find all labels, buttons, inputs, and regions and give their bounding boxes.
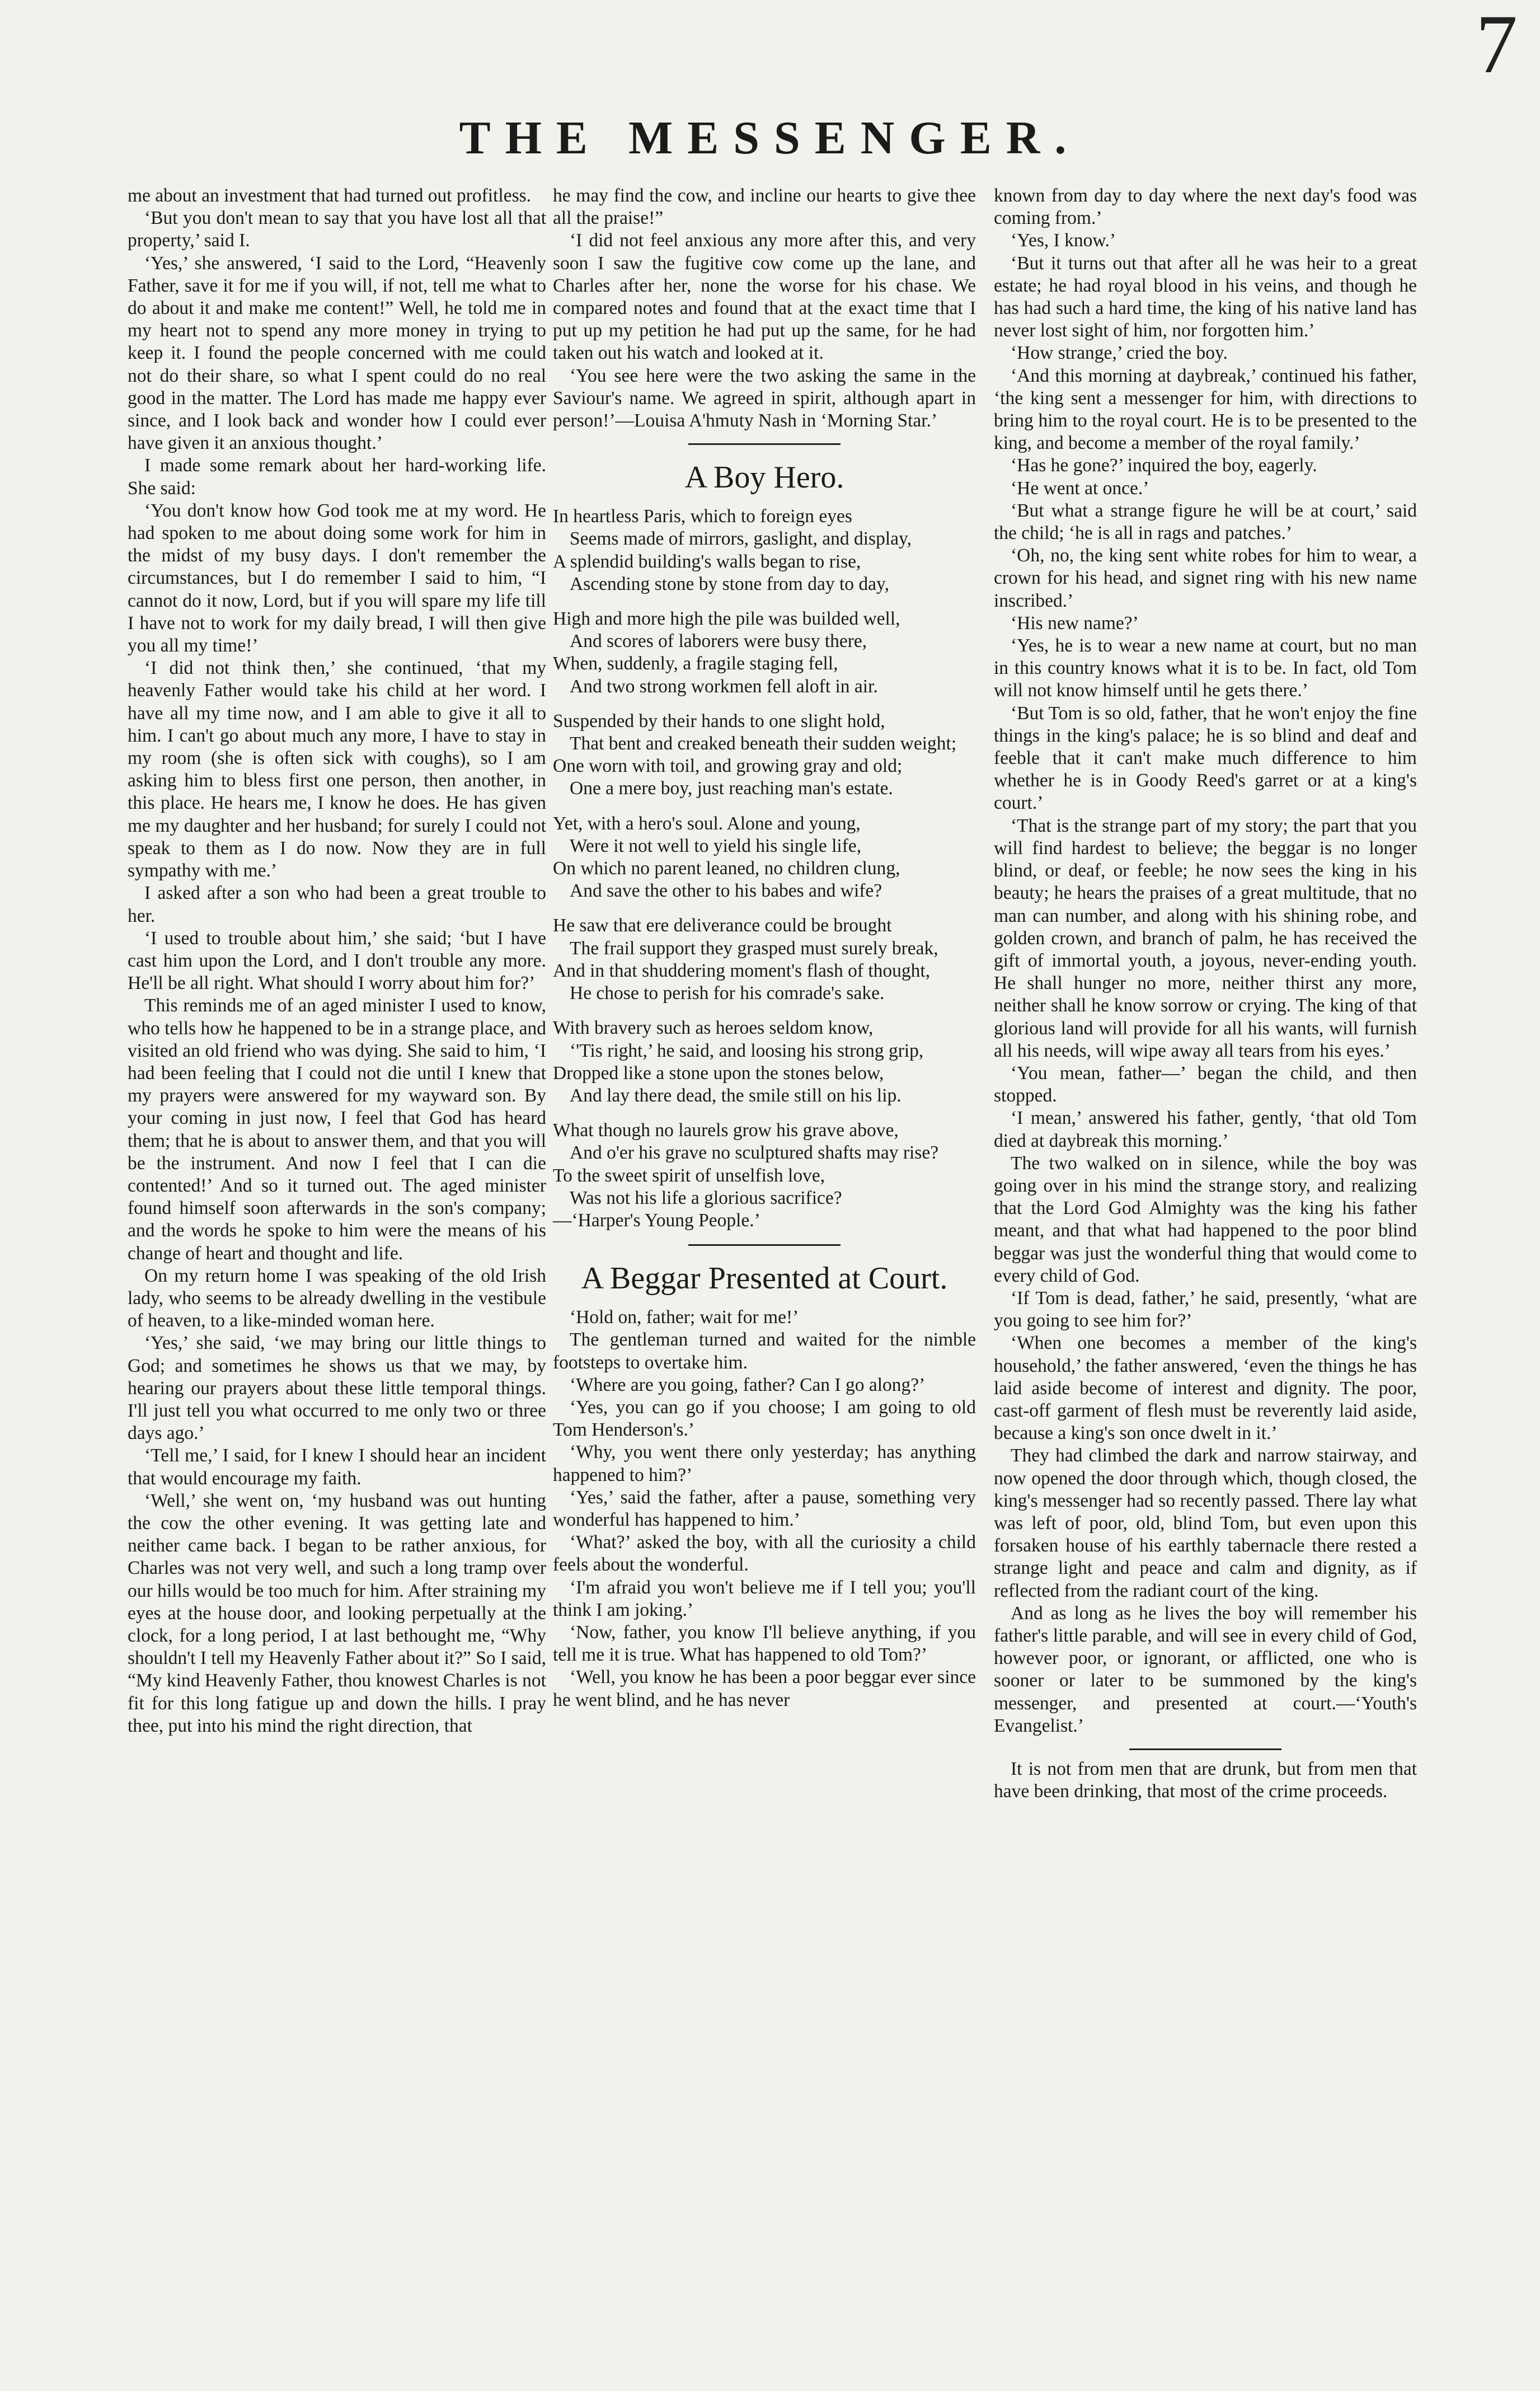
paragraph: ‘Now, father, you know I'll believe anything, if you tell me it is true. What has happened to old Tom?’ [553, 1621, 976, 1666]
paragraph: ‘But it turns out that after all he was heir to a great estate; he had royal blood in his veins, and though he has had such a hard time, the king of his native land has never lost sight of him, nor forgotten him.’ [994, 252, 1417, 341]
paragraph: ‘How strange,’ cried the boy. [1011, 343, 1228, 364]
paragraph: ‘And this morning at daybreak,’ continued his father, ‘the king sent a messenger for him, with directions to bring him to the royal court. He is to be presented to the king, and become a member of the royal family.’ [994, 365, 1417, 454]
paragraph: ‘His new name?’ [1011, 612, 1139, 634]
poem-line: He chose to perish for his comrade's sake. [570, 983, 885, 1004]
poem-line: That bent and creaked beneath their sudden weight; [570, 733, 957, 754]
paragraph: ‘Has he gone?’ inquired the boy, eagerly. [1011, 455, 1317, 476]
paragraph: ‘I did not think then,’ she continued, ‘that my heavenly Father would take his child at her word. I have all my time now, and I am able to give it all to him. I can't go about much any more, I have to stay in my room (she is often sick with coughs), so I am asking him to bless first one person, then another, in this place. He hears me, I know he does. He has given me my daughter and her husband; for surely I could not speak to them as I do now. Now they are in full sympathy with me.’ [128, 658, 546, 882]
paragraph: ‘But what a strange figure he will be at court,’ said the child; ‘he is all in rags and patches.’ [994, 500, 1417, 544]
paragraph: ‘Well, you know he has been a poor beggar ever since he went blind, and he has never [553, 1667, 976, 1710]
paragraph: he may find the cow, and incline our hearts to give thee all the praise!” [553, 185, 976, 229]
divider [688, 443, 841, 445]
closing-note: It is not from men that are drunk, but from men that have been drinking, that most of the crime proceeds. [994, 1759, 1417, 1802]
paragraph: ‘Tell me,’ I said, for I knew I should hear an incident that would encourage my faith. [128, 1445, 546, 1489]
paragraph: ‘You see here were the two asking the same in the Saviour's name. We agreed in spirit, although apart in person!’—Louisa A'hmuty Nash in ‘Morning Star.’ [553, 365, 976, 432]
paragraph: ‘I did not feel anxious any more after this, and very soon I saw the fugitive cow come up the lane, and Charles after her, none the worse for his chase. We compared notes and found that at the exact time that I put up my petition he had put up the same, for he had taken out his watch and looked at it. [553, 230, 976, 364]
paragraph: ‘I used to trouble about him,’ she said; ‘but I have cast him upon the Lord, and I don't trouble any more. He'll be all right. What should I worry about him for?’ [128, 927, 546, 994]
poem-stanza [553, 505, 976, 596]
paragraph: ‘Yes, I know.’ [1011, 230, 1116, 251]
poem-line: The frail support they grasped must surely break, [570, 937, 938, 959]
poem-stanza [553, 1017, 976, 1107]
paragraph: ‘Oh, no, the king sent white robes for him to wear, a crown for his head, and signet ring with his new name inscribed.’ [994, 545, 1417, 611]
paragraph: ‘But Tom is so old, father, that he won't enjoy the fine things in the king's palace; he is so blind and deaf and feeble that it can't make much difference to him whether he is in Goody Reed's garret or at a king's court.’ [994, 702, 1417, 814]
poem-line: What though no laurels grow his grave above, [553, 1120, 899, 1141]
paragraph: I asked after a son who had been a great trouble to her. [128, 883, 546, 926]
poem-line: In heartless Paris, which to foreign eyes [553, 506, 852, 527]
paragraph: known from day to day where the next day's food was coming from.’ [994, 185, 1417, 229]
poem-line: When, suddenly, a fragile staging fell, [553, 653, 838, 674]
poem-stanza [553, 813, 976, 903]
poem-line: One worn with toil, and growing gray and old; [553, 756, 903, 777]
paragraph: me about an investment that had turned out profitless. [128, 185, 532, 206]
poem-stanza [553, 915, 976, 1005]
paragraph: ‘You don't know how God took me at my word. He had spoken to me about doing some work for him in the midst of my busy days. I don't remember the circumstances, but I do remember I said to him, “I cannot do it now, Lord, but if you will spare my life till I have not to work for my daily bread, I will then give you all my time!’ [128, 500, 546, 657]
poem-line: High and more high the pile was builded well, [553, 608, 900, 630]
column-3 [994, 185, 1417, 1803]
paragraph: ‘I mean,’ answered his father, gently, ‘that old Tom died at daybreak this morning.’ [994, 1108, 1417, 1151]
poem-line: And in that shuddering moment's flash of thought, [553, 960, 931, 981]
poem-line: One a mere boy, just reaching man's estate. [570, 778, 893, 799]
divider [688, 1244, 841, 1246]
paragraph: ‘But you don't mean to say that you have lost all that property,’ said I. [128, 208, 546, 251]
poem-line: Dropped like a stone upon the stones below, [553, 1062, 884, 1084]
paragraph: ‘If Tom is dead, father,’ he said, presently, ‘what are you going to see him for?’ [994, 1287, 1417, 1332]
paragraph: The gentleman turned and waited for the nimble footsteps to overtake him. [553, 1329, 976, 1373]
column-1 [128, 185, 546, 1737]
poem-line: He saw that ere deliverance could be brought [553, 915, 892, 936]
poem-line: And lay there dead, the smile still on his lip. [570, 1085, 902, 1106]
paragraph: ‘I'm afraid you won't believe me if I tell you; you'll think I am joking.’ [553, 1577, 976, 1620]
poem-line: ‘'Tis right,’ he said, and loosing his strong grip, [570, 1040, 924, 1061]
poem-line: To the sweet spirit of unselfish love, [553, 1165, 825, 1186]
poem-line: On which no parent leaned, no children clung, [553, 858, 900, 879]
poem-line: And o'er his grave no sculptured shafts may rise? [570, 1142, 939, 1164]
paragraph: ‘Yes,’ she said, ‘we may bring our little things to God; and sometimes he shows us that we may, by hearing our prayers about these little temporal things. I'll just tell you what occurred to me only two or three days ago.’ [128, 1333, 546, 1444]
paragraph: ‘Hold on, father; wait for me!’ [570, 1307, 799, 1328]
poem-line: Seems made of mirrors, gaslight, and display, [570, 528, 912, 550]
paragraph: ‘Yes, he is to wear a new name at court, but no man in this country knows what it is to be. In fact, old Tom will not know himself until he gets there.’ [994, 635, 1417, 701]
paragraph: ‘Yes, you can go if you choose; I am going to old Tom Henderson's.’ [553, 1396, 976, 1441]
paragraph: ‘Yes,’ she answered, ‘I said to the Lord, “Heavenly Father, save it for me if you will, if not, tell me what to do about it and make me content!” Well, he told me in my heart not to spend any more money in trying to keep it. I found the people concerned with me could not do their share, so what I spent could do no real good in the matter. The Lord has made me happy ever since, and I look back and wonder how I could ever have given it an anxious thought.’ [128, 252, 546, 454]
paragraph: On my return home I was speaking of the old Irish lady, who seems to be already dwelling in the vestibule of heaven, to a like-minded woman here. [128, 1265, 546, 1332]
poem-line: And two strong workmen fell aloft in air. [570, 676, 878, 697]
paragraph: They had climbed the dark and narrow stairway, and now opened the door through which, though closed, the king's messenger had so recently passed. There lay what was left of poor, old, blind Tom, but even upon this forsaken house of his earthly tabernacle there rested a strange light and peace and calm and dignity, as if reflected from the radiant court of the king. [994, 1445, 1417, 1601]
masthead: THE MESSENGER. [459, 112, 1081, 164]
paragraph: ‘Well,’ she went on, ‘my husband was out hunting the cow the other evening. It was getting late and neither came back. I began to be rather anxious, for Charles was not very well, and such a long tramp over our hills would be too much for him. After straining my eyes at the house door, and looking perpetually at the clock, for a long period, I at last bethought me, “Why shouldn't I tell my Heavenly Father about it?” So I said, “My kind Heavenly Father, thou knowest Charles is not fit for this long fatigue up and down the hills. I pray thee, put into his mind the right direction, that [128, 1490, 546, 1736]
poem-line: Were it not well to yield his single life, [570, 835, 862, 856]
paragraph: ‘You mean, father—’ began the child, and then stopped. [994, 1062, 1417, 1107]
poem-line: With bravery such as heroes seldom know, [553, 1018, 874, 1039]
page-number: 7 [1476, 0, 1518, 91]
story-title: A Beggar Presented at Court. [581, 1261, 948, 1296]
column-2 [553, 185, 976, 1712]
paragraph: ‘That is the strange part of my story; the part that you will find hardest to believe; the beggar is no longer blind, or deaf, or feeble; he now sees the king in his beauty; he hears the praises of a great multitude, that no man can number, and along with his shining robe, and golden crown, and branch of palm, he has received the gift of immortal youth, a joyous, never-ending youth. He shall hunger no more, neither thirst any more, neither shall he know sorrow or crying. The king of that glorious land will provide for all his wants, will furnish all his needs, will wipe away all tears from his eyes.’ [994, 815, 1417, 1061]
paragraph: ‘Where are you going, father? Can I go along?’ [570, 1374, 926, 1395]
paragraph: ‘He went at once.’ [1011, 477, 1149, 499]
paragraph: The two walked on in silence, while the boy was going over in his mind the strange story, and realizing that the Lord God Almighty was the king his father meant, and that what had happened to the poor blind beggar was just the wonderful thing that would come to every child of God. [994, 1152, 1417, 1286]
paragraph: And as long as he lives the boy will remember his father's little parable, and will see in every child of God, however poor, or ignorant, or afflicted, one who is sooner or later to be summoned by the king's messenger, and presented at court.—‘Youth's Evangelist.’ [994, 1602, 1417, 1736]
poem-attribution: —‘Harper's Young People.’ [553, 1209, 760, 1231]
poem-line: And save the other to his babes and wife? [570, 880, 882, 902]
paragraph: ‘What?’ asked the boy, with all the curiosity a child feels about the wonderful. [553, 1532, 976, 1576]
poem-line: Ascending stone by stone from day to day, [570, 573, 889, 594]
poem-line: Yet, with a hero's soul. Alone and young, [553, 813, 861, 834]
paragraph: ‘When one becomes a member of the king's household,’ the father answered, ‘even the things he has laid aside become of interest and dignity. The poor, cast-off garment of flesh must be reverently laid aside, because a king's son once dwelt in it.’ [994, 1333, 1417, 1444]
poem-line: And scores of laborers were busy there, [570, 631, 867, 652]
paragraph: I made some remark about her hard-working life. She said: [128, 455, 546, 499]
poem-stanza [553, 710, 976, 800]
paragraph: ‘Why, you went there only yesterday; has anything happened to him?’ [553, 1442, 976, 1485]
divider [1129, 1748, 1281, 1750]
poem-stanza [553, 608, 976, 698]
poem-line: A splendid building's walls began to rise, [553, 551, 861, 572]
poem-title: A Boy Hero. [684, 460, 844, 495]
poem [553, 505, 976, 1232]
poem-line: Suspended by their hands to one slight hold, [553, 710, 885, 732]
paragraph: This reminds me of an aged minister I used to know, who tells how he happened to be in a strange place, and visited an old friend who was dying. She said to him, ‘I had been feeling that I could not die until I knew that my prayers were answered for my wayward son. By your coming in just now, I feel that God has heard them; that he is about to answer them, and that you will be the instrument. And now I feel that I can die contented!’ And so it turned out. The aged minister found himself soon afterwards in the son's company; and the words he spoke to him were the means of his change of heart and thought and life. [128, 995, 546, 1264]
poem-stanza [553, 1119, 976, 1232]
poem-line: Was not his life a glorious sacrifice? [570, 1187, 842, 1208]
paragraph: ‘Yes,’ said the father, after a pause, something very wonderful has happened to him.’ [553, 1487, 976, 1530]
